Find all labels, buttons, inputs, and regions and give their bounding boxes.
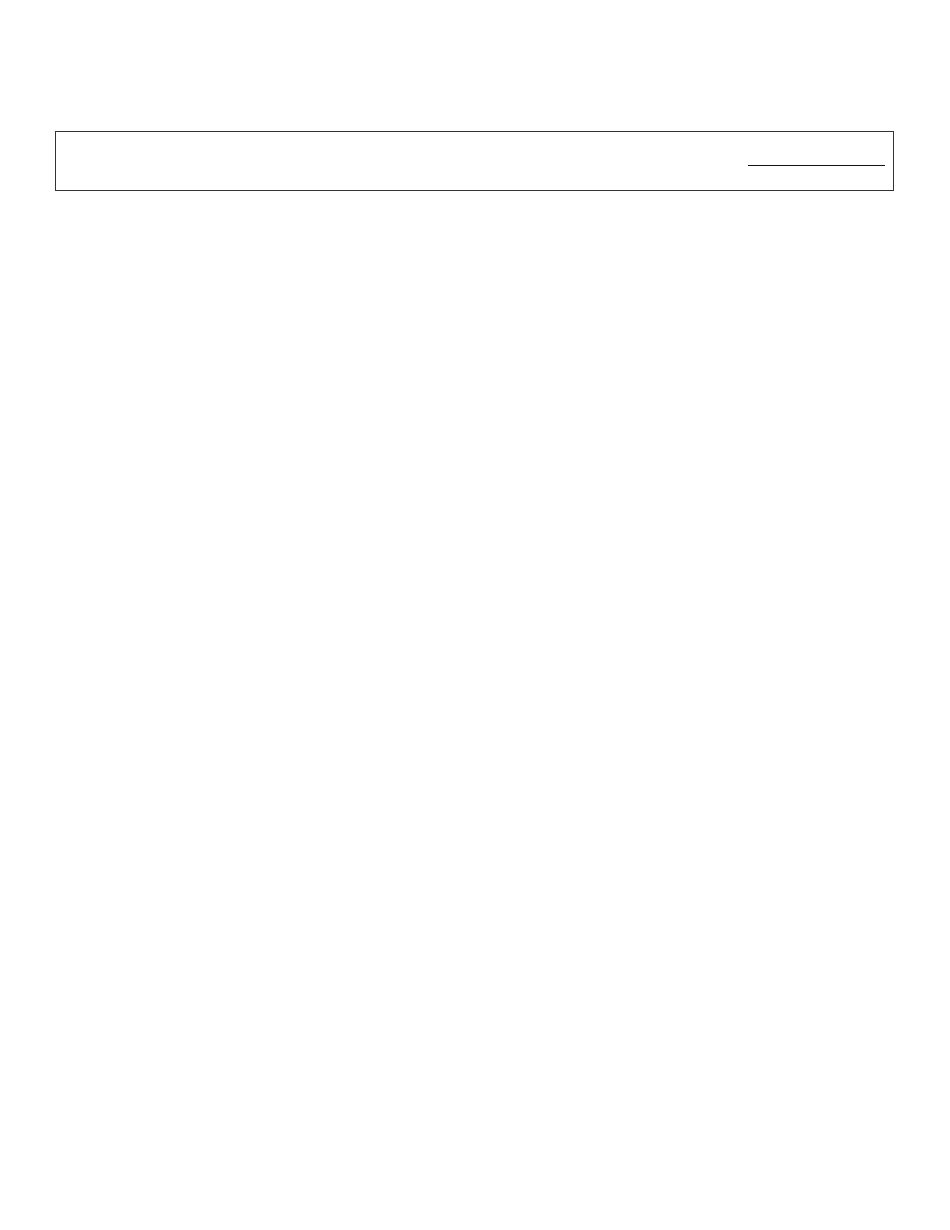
broker-dealer-box [55,131,894,191]
as-of-field[interactable] [748,165,885,166]
